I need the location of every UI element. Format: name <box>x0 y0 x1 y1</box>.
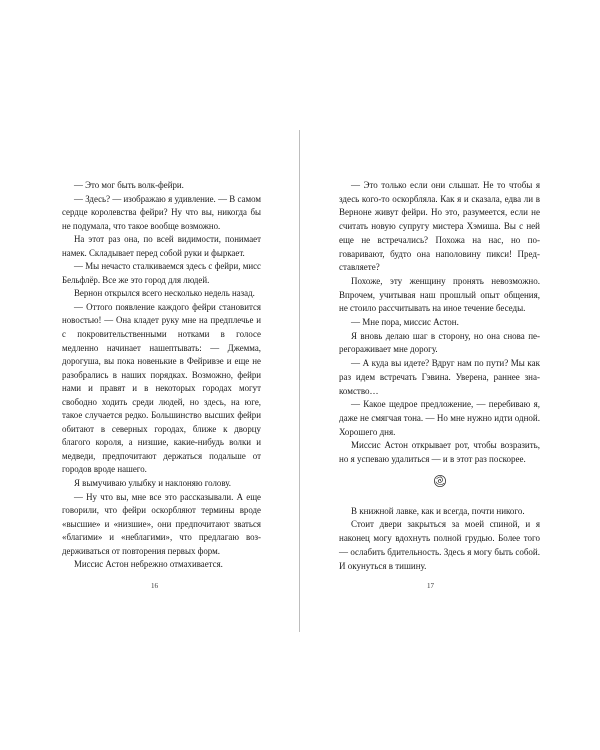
paragraph: Миссис Астон открывает рот, чтобы возразить, но я успеваю удалиться — и в этот раз поскорее. <box>339 440 540 465</box>
paragraph: — Здесь? — изображаю я удивление. — В самом сердце королевства фейри? Ну что вы, никогда бы не подумала, что такое вообще возможно. <box>62 193 261 231</box>
paragraph: Похоже, эту женщину пронять невозможно. Впрочем, учитывая наш прошлый опыт общения, не стоило рассчитывать на иное течение беседы. <box>339 275 540 314</box>
paragraph: — Какое щедрое предложение, — перебиваю я, даже не смягчая тона. — Но мне нужно идти одной. Хорошего дня. <box>339 399 540 437</box>
paragraph: — Оттого появление каждого фейри становится новостью! — Она кладет руку мне на предплечье и с покровительственными нотками в голосе медленно начинает нашептывать: — Джемма, дорогуша, вы пока новенькие в Фейривэе и еще не разобрались в наших порядках. Возможно, фейри нами и правят и в некоторых городах могут свободно ходить среди людей, но здесь, на юге, такое случается редко. Большинство высших фейри обитают в северных городах, ближе к дворцу благого короля, а низшие, какие-нибудь волки и медведи, предпочитают держаться подальше от городов вроде нашего. <box>62 301 261 475</box>
page-number-left: 16 <box>151 582 158 590</box>
paragraph: Вернон открылся всего несколько недель назад. <box>74 288 255 299</box>
rose-ornament-icon <box>433 474 447 488</box>
paragraph: — Это мог быть волк-фейри. <box>74 180 184 190</box>
paragraph: — Мне пора, миссис Астон. <box>351 317 459 328</box>
page-gutter <box>299 130 300 632</box>
paragraph: — А куда вы идете? Вдруг нам по пути? Мы как раз идем встречать Гэвина. Уверена, раннее знакомство… <box>339 358 540 396</box>
paragraph: В книжной лавке, как и всегда, почти никого. <box>351 505 525 516</box>
paragraph: Стоит двери закрыться за моей спиной, и я наконец могу вдохнуть полной грудью. Более того — ослабить бдительность. Здесь я могу быть собой. И окунуться в тишину. <box>339 519 540 571</box>
paragraph: Я вымучиваю улыбку и наклоняю голову. <box>74 478 231 489</box>
page-number-right: 17 <box>427 582 434 590</box>
right-page <box>339 179 540 573</box>
paragraph: — Ну что вы, мне все это рассказывали. А еще говорили, что фейри оскорбляют термины вроде «высшие» и «низшие», они предпочитают зваться «благими» и «неблагими», что предлагаю воздерживаться от повторения первых форм. <box>62 491 261 556</box>
paragraph: На этот раз она, по всей видимости, понимает намек. Складывает перед собой руки и фыркает. <box>62 234 261 258</box>
paragraph: Я вновь делаю шаг в сторону, но она снова перегораживает мне дорогу. <box>339 330 540 355</box>
left-page <box>62 179 261 572</box>
paragraph: Миссис Астон небрежно отмахивается. <box>74 559 223 570</box>
right-page-text <box>339 179 540 573</box>
paragraph: — Это только если они слышат. Не то чтобы я здесь кого-то оскорбляла. Как я и сказала, едва ли в Верноне живут фейри. Но это, разумеется, если не считать новую супругу мистера Хэмиша. Вы с ней еще не встречались? Похожа на нас, но поговаривают, будто она наполовину пикси! Представляете? <box>339 180 540 273</box>
paragraph: — Мы нечасто сталкиваемся здесь с фейри, мисс Бельфлёр. Все же это город для людей. <box>62 261 261 285</box>
left-page-text <box>62 179 261 572</box>
